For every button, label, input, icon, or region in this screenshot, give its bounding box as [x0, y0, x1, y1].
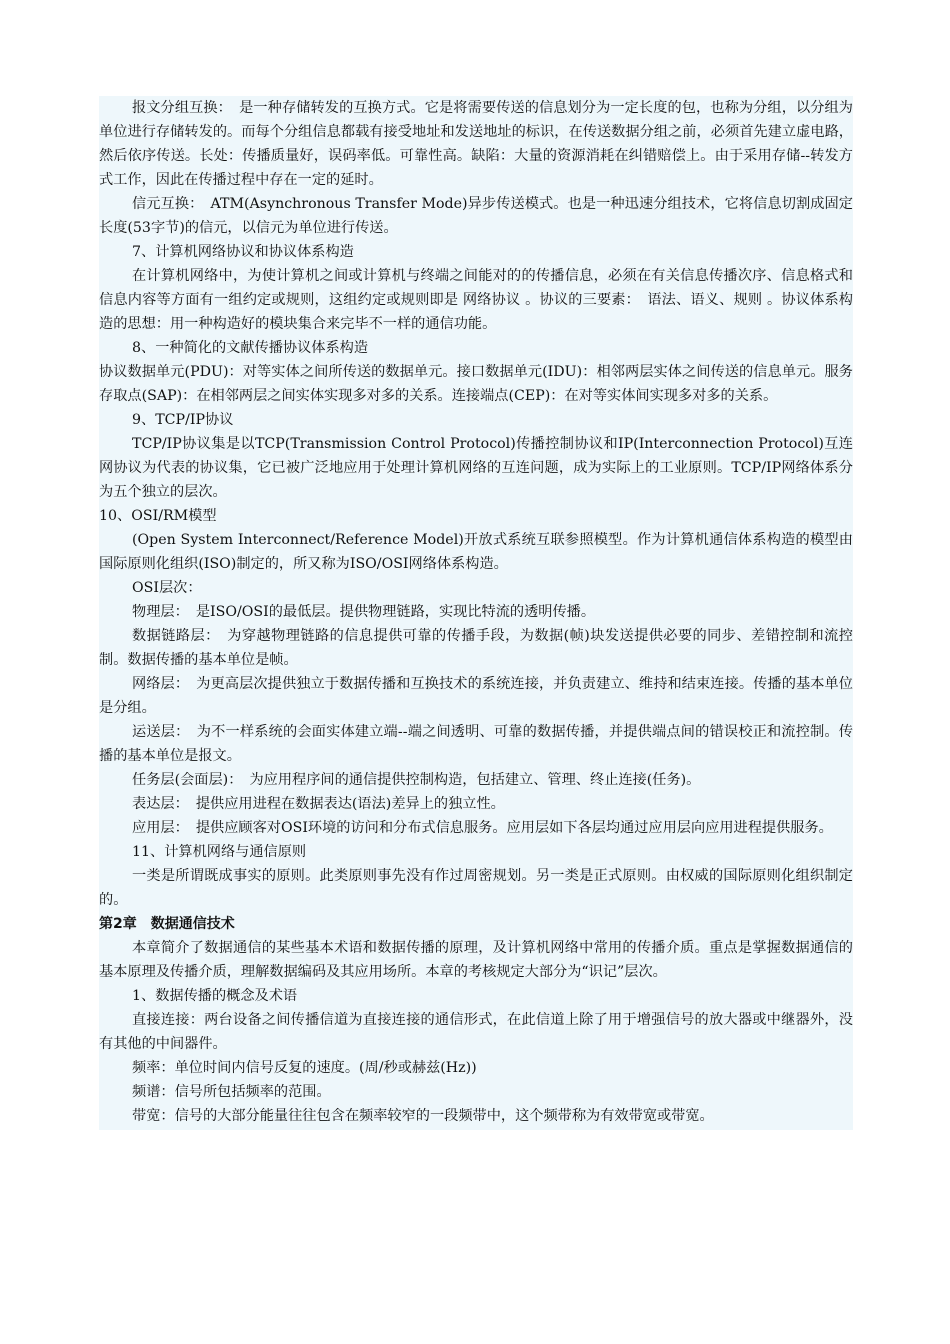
paragraph-standards: 一类是所谓既成事实的原则。此类原则事先没有作过周密规划。另一类是正式原则。由权威的国际原则化组织制定的。: [99, 868, 853, 908]
paragraph-spectrum: 频谱：信号所包括频率的范围。: [132, 1084, 331, 1100]
paragraph-osi-rm: (Open System Interconnect/Reference Model)开放式系统互联参照模型。作为计算机通信体系构造的模型由国际原则化组织(ISO)制定的，所又称为ISO/OSI网络体系构造。: [99, 532, 853, 572]
paragraph-frequency: 频率：单位时间内信号反复的速度。(周/秒或赫兹(Hz)): [132, 1060, 477, 1076]
paragraph-tcpip: TCP/IP协议集是以TCP(Transmission Control Protocol)传播控制协议和IP(Interconnection Protocol)互连网协议为代表的协议集，它已被广泛地应用于处理计算机网络的互连问题，成为实际上的工业原则。TCP/IP网络体系分为五个独立的层次。: [99, 436, 853, 500]
paragraph-network-protocol: 在计算机网络中，为使计算机之间或计算机与终端之间能对的的传播信息，必须在有关信息传播次序、信息格式和信息内容等方面有一组约定或规则，这组约定或规则即是 网络协议 。协议的三要素： 语法、语义、规则 。协议体系构造的思想：用一种构造好的模块集合来完毕不一样的通信功能。: [99, 268, 853, 332]
section-heading-1: 1、数据传播的概念及术语: [132, 988, 298, 1004]
paragraph-packet-switching: 报文分组互换： 是一种存储转发的互换方式。它是将需要传送的信息划分为一定长度的包，也称为分组，以分组为单位进行存储转发的。而每个分组信息都载有接受地址和发送地址的标识，在传送数据分组之前，必须首先建立虚电路，然后依序传送。长处：传播质量好，误码率低。可靠性高。缺陷：大量的资源消耗在纠错赔偿上。由于采用存储--转发方式工作，因此在传播过程中存在一定的延时。: [99, 100, 853, 188]
paragraph-presentation-layer: 表达层： 提供应用进程在数据表达(语法)差异上的独立性。: [132, 796, 505, 812]
paragraph-cell-switching: 信元互换： ATM(Asynchronous Transfer Mode)异步传送模式。也是一种迅速分组技术，它将信息切割成固定长度(53字节)的信元，以信元为单位进行传送。: [99, 196, 853, 236]
section-heading-10: 10、OSI/RM模型: [99, 508, 217, 524]
paragraph-session-layer: 任务层(会面层)： 为应用程序间的通信提供控制构造，包括建立、管理、终止连接(任务)。: [132, 772, 701, 788]
paragraph-osi-layers-label: OSI层次：: [132, 580, 202, 596]
paragraph-application-layer: 应用层： 提供应顾客对OSI环境的访问和分布式信息服务。应用层如下各层均通过应用层向应用进程提供服务。: [132, 820, 833, 836]
paragraph-data-link-layer: 数据链路层： 为穿越物理链路的信息提供可靠的传播手段，为数据(帧)块发送提供必要的同步、差错控制和流控制。数据传播的基本单位是帧。: [99, 628, 853, 668]
paragraph-direct-connection: 直接连接：两台设备之间传播信道为直接连接的通信形式，在此信道上除了用于增强信号的放大器或中继器外，没有其他的中间器件。: [99, 1012, 853, 1052]
chapter-heading: 第2章 数据通信技术: [99, 916, 235, 932]
paragraph-chapter-intro: 本章简介了数据通信的某些基本术语和数据传播的原理，及计算机网络中常用的传播介质。重点是掌握数据通信的基本原理及传播介质，理解数据编码及其应用场所。本章的考核规定大部分为“识记”层次。: [99, 940, 853, 980]
section-heading-11: 11、计算机网络与通信原则: [132, 844, 307, 860]
paragraph-physical-layer: 物理层： 是ISO/OSI的最低层。提供物理链路，实现比特流的透明传播。: [132, 604, 596, 620]
section-heading-8: 8、一种简化的文献传播协议体系构造: [132, 340, 369, 356]
section-heading-9: 9、TCP/IP协议: [132, 412, 234, 428]
paragraph-network-layer: 网络层： 为更高层次提供独立于数据传播和互换技术的系统连接，并负责建立、维持和结束连接。传播的基本单位是分组。: [99, 676, 853, 716]
document-body: [99, 96, 853, 1130]
paragraph-pdu: 协议数据单元(PDU)：对等实体之间所传送的数据单元。接口数据单元(IDU)：相邻两层实体之间传送的信息单元。服务存取点(SAP)：在相邻两层之间实体实现多对多的关系。连接端点(CEP)：在对等实体间实现多对多的关系。: [99, 364, 853, 404]
section-heading-7: 7、计算机网络协议和协议体系构造: [132, 244, 354, 260]
paragraph-bandwidth: 带宽：信号的大部分能量往往包含在频率较窄的一段频带中，这个频带称为有效带宽或带宽。: [132, 1108, 714, 1124]
paragraph-transport-layer: 运送层： 为不一样系统的会面实体建立端--端之间透明、可靠的数据传播，并提供端点间的错误校正和流控制。传播的基本单位是报文。: [99, 724, 853, 764]
